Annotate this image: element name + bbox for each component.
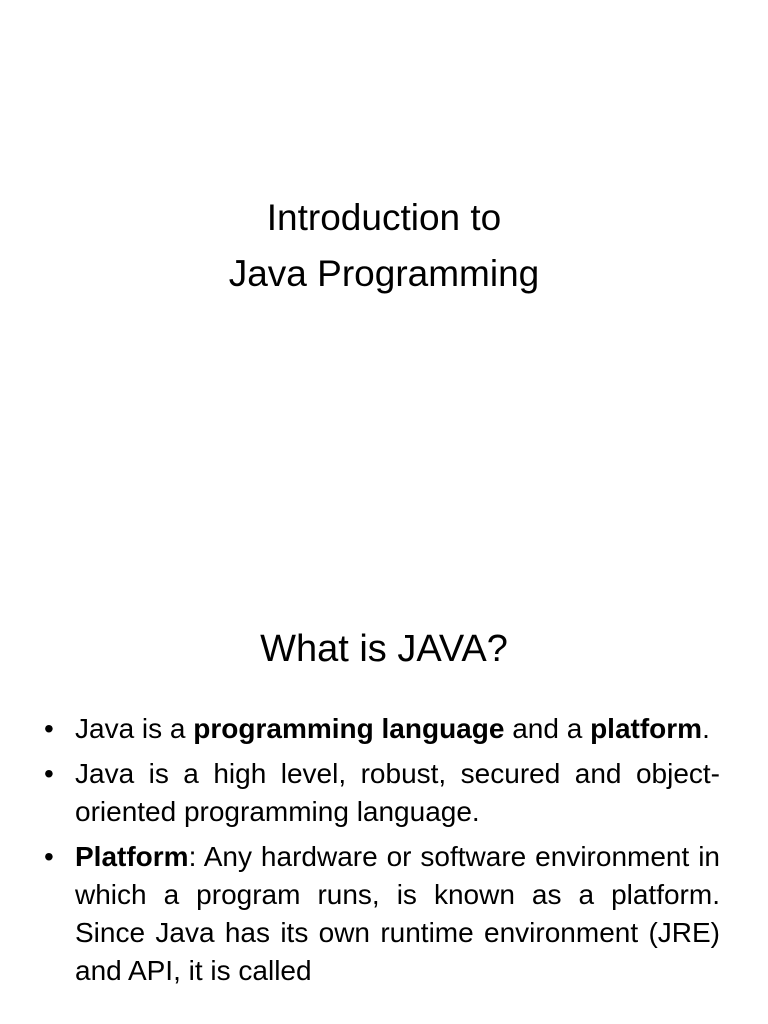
bullet-list xyxy=(44,710,720,997)
bullet-icon: • xyxy=(44,713,54,744)
slide-heading: What is JAVA? xyxy=(260,628,508,670)
title-line-1: Introduction to xyxy=(266,197,502,238)
bullet-icon: • xyxy=(44,841,54,872)
bullet-1-text-b: and a xyxy=(504,713,591,744)
content-slide xyxy=(0,576,768,1024)
bullet-item-3 xyxy=(44,838,720,990)
bullet-3-text: : Any hardware or software environment in which a program runs, is known as a platform. Since Java has its own runtime environment (JRE) and API, it is called xyxy=(75,841,720,986)
bullet-item-2 xyxy=(44,755,720,831)
bullet-1-bold-platform: platform xyxy=(590,713,703,744)
bullet-1-text-c: . xyxy=(702,713,710,744)
slide-title xyxy=(0,190,768,302)
bullet-2-text: Java is a high level, robust, secured and object-oriented programming language. xyxy=(75,758,720,827)
bullet-1-text-a: Java is a xyxy=(75,713,194,744)
bullet-icon: • xyxy=(44,758,54,789)
title-line-2: Java Programming xyxy=(228,253,540,294)
bullet-1-bold-programming-language: programming language xyxy=(193,713,505,744)
bullet-item-1 xyxy=(44,710,720,748)
bullet-3-bold-platform: Platform xyxy=(75,841,189,872)
